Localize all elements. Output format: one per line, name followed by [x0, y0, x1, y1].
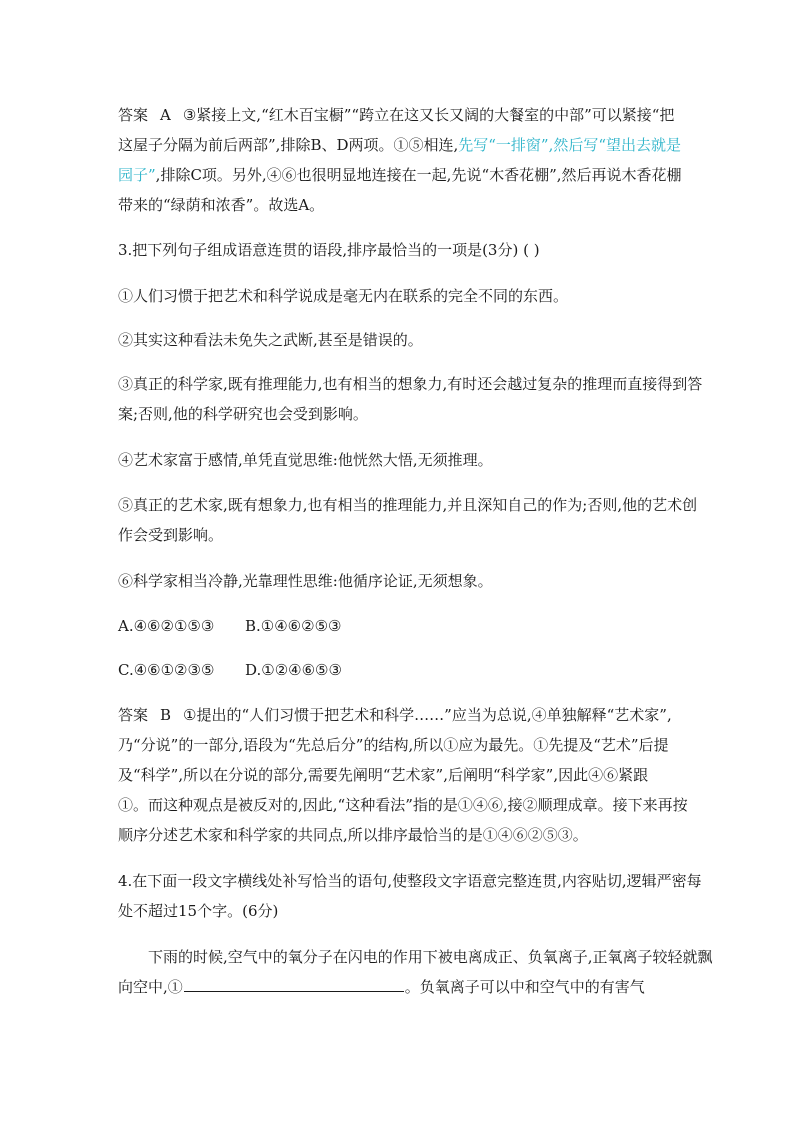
answer-line — [118, 130, 682, 160]
question-4-stem: 4.在下面一段文字横线处补写恰当的语句,使整段文字语意完整连贯,内容贴切,逻辑严密每 处不超过15个字。(6分) — [118, 872, 702, 920]
answer-text: ,排除C项。另外,④⑥也很明显地连接在一起,先说“木香花棚”,然后再说木香花棚 — [155, 166, 682, 184]
sentence-2: ②其实这种看法未免失之武断,甚至是错误的。 — [118, 331, 423, 349]
answer-line — [118, 700, 678, 730]
option-c: C.④⑥①②③⑤ — [118, 661, 215, 679]
answer-block-q3 — [118, 700, 688, 850]
answer-text: 带来的“绿荫和浓香”。故选A。 — [118, 196, 325, 214]
answer-text: ③紧接上文,“红木百宝橱”“跨立在这又长又阔的大餐室的中部”可以紧接“把 — [182, 106, 675, 124]
options-row-2 — [118, 658, 342, 682]
answer-line — [118, 160, 682, 190]
fill-in-blank-1[interactable] — [184, 973, 404, 992]
option-b: B.①④⑥②⑤③ — [245, 617, 342, 635]
option-a: A.④⑥②①⑤③ — [118, 617, 215, 635]
answer-text: 顺序分述艺术家和科学家的共同点,所以排序最恰当的是①④⑥②⑤③。 — [118, 826, 588, 844]
highlighted-text: 先写“一排窗”,然后写“望出去就是 — [458, 136, 682, 154]
options-row-1 — [118, 614, 342, 638]
highlighted-text: 园子” — [118, 166, 156, 184]
sentence-1: ①人们习惯于把艺术和科学说成是毫无内在联系的完全不同的东西。 — [118, 287, 569, 305]
answer-text: 乃“分说”的一部分,语段为“先总后分”的结构,所以①应为最先。①先提及“艺术”后提 — [118, 736, 669, 754]
sentence-4: ④艺术家富于感情,单凭直觉思维:他恍然大悟,无须推理。 — [118, 451, 493, 469]
answer-text: ①。而这种观点是被反对的,因此,“这种看法”指的是①④⑥,接②顺理成章。接下来再按 — [118, 796, 688, 814]
answer-block-q2 — [118, 100, 682, 220]
answer-line — [118, 790, 688, 820]
answer-label: 答案 — [118, 706, 149, 724]
sentence-6: ⑥科学家相当冷静,光靠理性思维:他循序论证,无须想象。 — [118, 572, 493, 590]
answer-label: 答案 — [118, 106, 149, 124]
answer-text: ①提出的“人们习惯于把艺术和科学……”应当为总说,④单独解释“艺术家”, — [183, 706, 672, 724]
answer-line — [118, 100, 678, 130]
question-4-passage: 下雨的时候,空气中的氧分子在闪电的作用下被电离成正、负氧离子,正氧离子较轻就飘 向空中,① 。负氧离子可以中和空气中的有害气 — [118, 948, 713, 996]
answer-line — [118, 730, 678, 760]
question-3-stem: 3.把下列句子组成语意连贯的语段,排序最恰当的一项是(3分) ( ) — [118, 241, 540, 259]
sentence-5: ⑤真正的艺术家,既有想象力,也有相当的推理能力,并且深知自己的作为;否则,他的艺术创 作会受到影响。 — [118, 496, 698, 544]
answer-text: 这屋子分隔为前后两部”,排除B、D两项。①⑤相连, — [118, 136, 459, 154]
answer-choice: A — [160, 106, 171, 124]
answer-text: 及“科学”,所以在分说的部分,需要先阐明“艺术家”,后阐明“科学家”,因此④⑥紧跟 — [118, 766, 649, 784]
option-d: D.①②④⑥⑤③ — [245, 661, 342, 679]
answer-line — [118, 820, 678, 850]
answer-line — [118, 760, 678, 790]
answer-line — [118, 190, 678, 220]
sentence-3: ③真正的科学家,既有推理能力,也有相当的想象力,有时还会越过复杂的推理而直接得到答 案;否则,他的科学研究也会受到影响。 — [118, 375, 703, 423]
answer-choice: B — [160, 706, 172, 724]
